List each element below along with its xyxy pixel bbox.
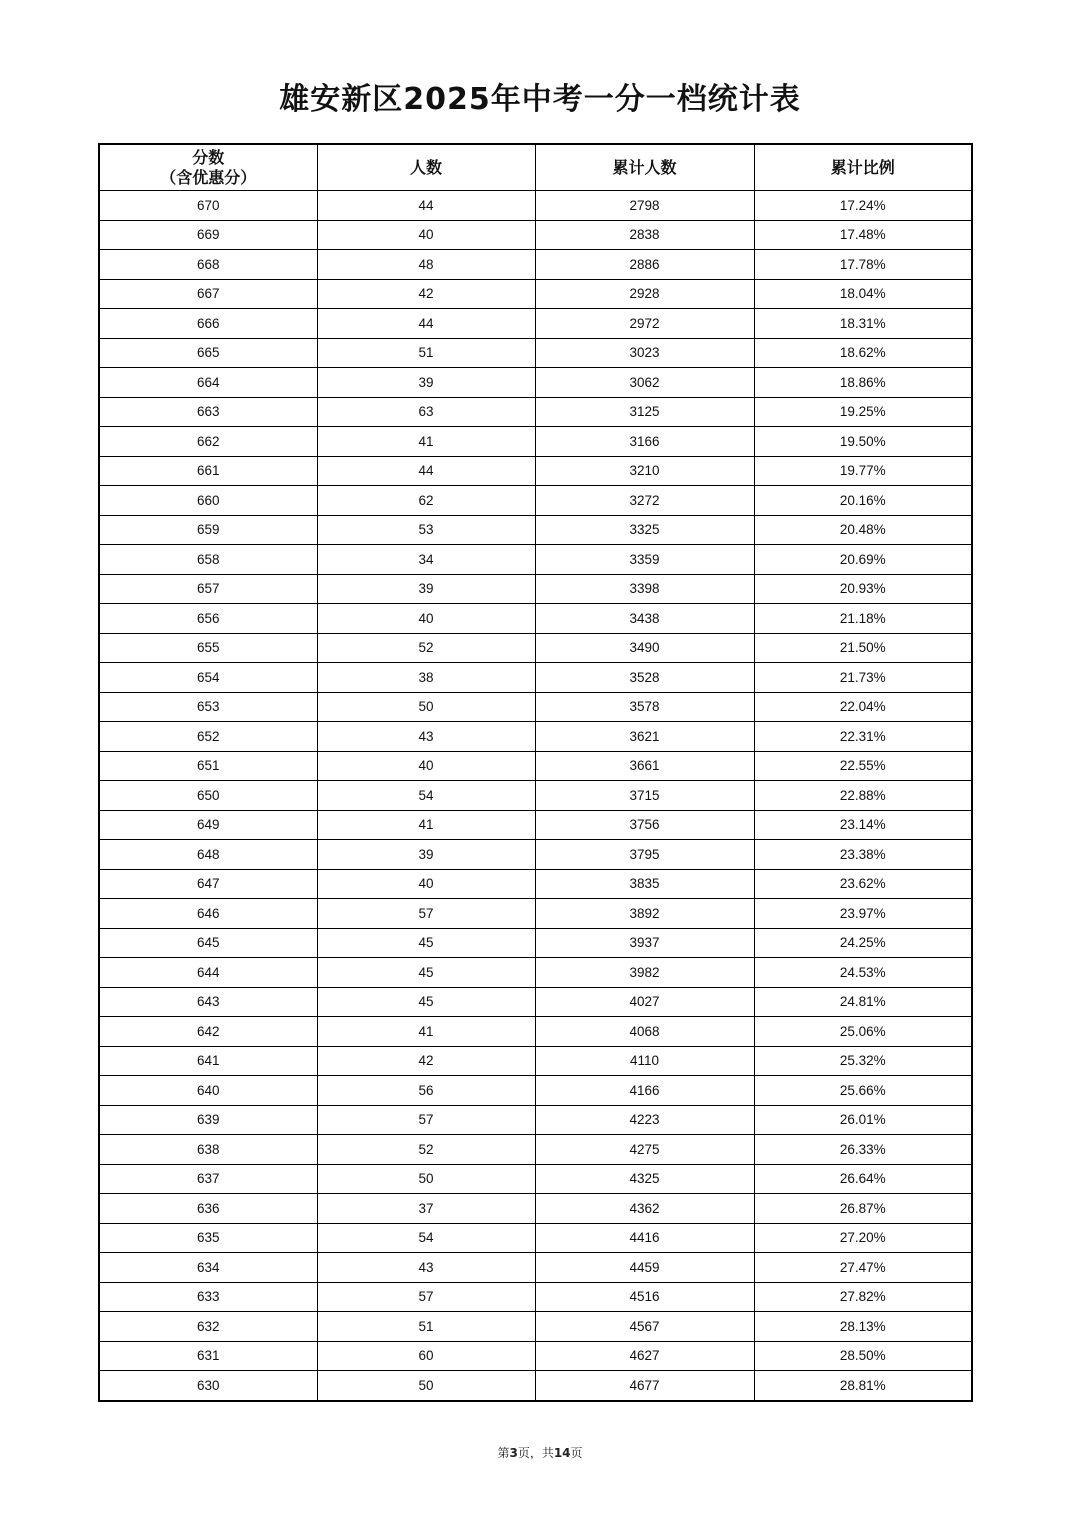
cell-score: 633 <box>99 1282 317 1312</box>
cell-count: 40 <box>317 869 535 899</box>
cell-count: 48 <box>317 250 535 280</box>
footer-page-number: 3 <box>509 1446 518 1460</box>
cell-cumulative-count: 3756 <box>535 810 754 840</box>
footer-middle: 页，共 <box>517 1446 554 1460</box>
cell-cumulative-ratio: 18.62% <box>754 338 972 368</box>
table-row <box>99 692 972 722</box>
table-body <box>99 191 972 1401</box>
cell-cumulative-count: 3578 <box>535 692 754 722</box>
cell-cumulative-count: 3937 <box>535 928 754 958</box>
table-row <box>99 781 972 811</box>
cell-cumulative-count: 3438 <box>535 604 754 634</box>
cell-count: 38 <box>317 663 535 693</box>
cell-count: 39 <box>317 840 535 870</box>
cell-count: 51 <box>317 1312 535 1342</box>
cell-count: 42 <box>317 1046 535 1076</box>
cell-count: 39 <box>317 574 535 604</box>
cell-score: 631 <box>99 1341 317 1371</box>
cell-score: 650 <box>99 781 317 811</box>
cell-cumulative-count: 4068 <box>535 1017 754 1047</box>
cell-count: 60 <box>317 1341 535 1371</box>
cell-cumulative-count: 4110 <box>535 1046 754 1076</box>
cell-cumulative-ratio: 25.66% <box>754 1076 972 1106</box>
cell-score: 655 <box>99 633 317 663</box>
cell-score: 639 <box>99 1105 317 1135</box>
score-distribution-table <box>98 143 973 1402</box>
cell-cumulative-ratio: 17.48% <box>754 220 972 250</box>
cell-score: 649 <box>99 810 317 840</box>
cell-score: 638 <box>99 1135 317 1165</box>
cell-count: 41 <box>317 1017 535 1047</box>
table-row <box>99 633 972 663</box>
table-row <box>99 928 972 958</box>
table-row <box>99 427 972 457</box>
cell-cumulative-ratio: 21.50% <box>754 633 972 663</box>
table-row <box>99 722 972 752</box>
header-score <box>99 144 317 191</box>
table-row <box>99 1312 972 1342</box>
cell-score: 646 <box>99 899 317 929</box>
cell-cumulative-count: 4362 <box>535 1194 754 1224</box>
cell-cumulative-ratio: 24.53% <box>754 958 972 988</box>
cell-cumulative-ratio: 26.01% <box>754 1105 972 1135</box>
cell-score: 640 <box>99 1076 317 1106</box>
cell-cumulative-ratio: 21.18% <box>754 604 972 634</box>
page-footer <box>0 1444 1080 1461</box>
table-row <box>99 574 972 604</box>
table-row <box>99 1017 972 1047</box>
cell-score: 637 <box>99 1164 317 1194</box>
cell-score: 670 <box>99 191 317 221</box>
table-row <box>99 751 972 781</box>
footer-suffix: 页 <box>570 1446 583 1460</box>
cell-count: 52 <box>317 633 535 663</box>
cell-score: 635 <box>99 1223 317 1253</box>
cell-cumulative-ratio: 27.20% <box>754 1223 972 1253</box>
header-score-note: （含优惠分） <box>160 167 257 187</box>
cell-count: 41 <box>317 427 535 457</box>
cell-count: 45 <box>317 928 535 958</box>
cell-cumulative-count: 3398 <box>535 574 754 604</box>
table-row <box>99 869 972 899</box>
cell-cumulative-count: 3621 <box>535 722 754 752</box>
table-row <box>99 1046 972 1076</box>
table-row <box>99 338 972 368</box>
cell-count: 54 <box>317 781 535 811</box>
table-row <box>99 486 972 516</box>
cell-cumulative-count: 3795 <box>535 840 754 870</box>
cell-score: 644 <box>99 958 317 988</box>
cell-cumulative-count: 2838 <box>535 220 754 250</box>
cell-score: 656 <box>99 604 317 634</box>
cell-cumulative-ratio: 19.25% <box>754 397 972 427</box>
cell-count: 43 <box>317 1253 535 1283</box>
cell-cumulative-ratio: 23.38% <box>754 840 972 870</box>
cell-cumulative-count: 4325 <box>535 1164 754 1194</box>
cell-cumulative-ratio: 19.77% <box>754 456 972 486</box>
cell-cumulative-count: 3982 <box>535 958 754 988</box>
cell-count: 40 <box>317 751 535 781</box>
table-row <box>99 987 972 1017</box>
cell-cumulative-count: 2928 <box>535 279 754 309</box>
cell-cumulative-count: 3715 <box>535 781 754 811</box>
cell-count: 41 <box>317 810 535 840</box>
cell-cumulative-count: 3835 <box>535 869 754 899</box>
page-title: 雄安新区2025年中考一分一档统计表 <box>279 82 801 117</box>
cell-cumulative-count: 3490 <box>535 633 754 663</box>
cell-cumulative-ratio: 28.50% <box>754 1341 972 1371</box>
cell-count: 40 <box>317 220 535 250</box>
cell-score: 657 <box>99 574 317 604</box>
cell-cumulative-ratio: 24.25% <box>754 928 972 958</box>
table-row <box>99 515 972 545</box>
cell-score: 648 <box>99 840 317 870</box>
cell-cumulative-count: 4567 <box>535 1312 754 1342</box>
cell-cumulative-ratio: 22.88% <box>754 781 972 811</box>
cell-score: 632 <box>99 1312 317 1342</box>
cell-count: 44 <box>317 456 535 486</box>
table-row <box>99 220 972 250</box>
table-row <box>99 456 972 486</box>
cell-cumulative-count: 4275 <box>535 1135 754 1165</box>
cell-score: 643 <box>99 987 317 1017</box>
cell-count: 45 <box>317 987 535 1017</box>
table-row <box>99 1253 972 1283</box>
cell-score: 652 <box>99 722 317 752</box>
cell-cumulative-count: 3166 <box>535 427 754 457</box>
cell-cumulative-ratio: 18.04% <box>754 279 972 309</box>
cell-cumulative-count: 4027 <box>535 987 754 1017</box>
table-row <box>99 1223 972 1253</box>
cell-score: 634 <box>99 1253 317 1283</box>
cell-score: 668 <box>99 250 317 280</box>
cell-cumulative-ratio: 19.50% <box>754 427 972 457</box>
cell-count: 63 <box>317 397 535 427</box>
cell-score: 661 <box>99 456 317 486</box>
cell-cumulative-ratio: 27.82% <box>754 1282 972 1312</box>
cell-count: 43 <box>317 722 535 752</box>
cell-cumulative-ratio: 22.31% <box>754 722 972 752</box>
table-row <box>99 840 972 870</box>
cell-score: 651 <box>99 751 317 781</box>
cell-count: 50 <box>317 1371 535 1401</box>
header-cumulative-ratio: 累计比例 <box>754 144 972 191</box>
table-row <box>99 663 972 693</box>
cell-cumulative-count: 4677 <box>535 1371 754 1401</box>
table-row <box>99 604 972 634</box>
cell-score: 658 <box>99 545 317 575</box>
cell-score: 630 <box>99 1371 317 1401</box>
cell-count: 52 <box>317 1135 535 1165</box>
cell-cumulative-ratio: 22.55% <box>754 751 972 781</box>
cell-cumulative-ratio: 17.24% <box>754 191 972 221</box>
table-row <box>99 545 972 575</box>
cell-cumulative-count: 3359 <box>535 545 754 575</box>
table-row <box>99 250 972 280</box>
cell-count: 40 <box>317 604 535 634</box>
cell-score: 665 <box>99 338 317 368</box>
cell-count: 57 <box>317 899 535 929</box>
cell-cumulative-count: 3528 <box>535 663 754 693</box>
table-row <box>99 958 972 988</box>
cell-count: 62 <box>317 486 535 516</box>
cell-cumulative-ratio: 18.31% <box>754 309 972 339</box>
cell-cumulative-count: 3023 <box>535 338 754 368</box>
cell-count: 42 <box>317 279 535 309</box>
cell-count: 54 <box>317 1223 535 1253</box>
table-row <box>99 397 972 427</box>
cell-cumulative-ratio: 23.97% <box>754 899 972 929</box>
cell-count: 53 <box>317 515 535 545</box>
cell-score: 641 <box>99 1046 317 1076</box>
cell-cumulative-ratio: 18.86% <box>754 368 972 398</box>
cell-cumulative-count: 4459 <box>535 1253 754 1283</box>
cell-cumulative-ratio: 21.73% <box>754 663 972 693</box>
table-row <box>99 899 972 929</box>
cell-count: 44 <box>317 191 535 221</box>
cell-score: 636 <box>99 1194 317 1224</box>
cell-cumulative-count: 3661 <box>535 751 754 781</box>
cell-count: 57 <box>317 1282 535 1312</box>
cell-count: 57 <box>317 1105 535 1135</box>
cell-cumulative-ratio: 20.48% <box>754 515 972 545</box>
cell-score: 663 <box>99 397 317 427</box>
cell-cumulative-ratio: 22.04% <box>754 692 972 722</box>
cell-cumulative-ratio: 26.87% <box>754 1194 972 1224</box>
cell-cumulative-count: 3210 <box>535 456 754 486</box>
cell-cumulative-count: 4223 <box>535 1105 754 1135</box>
cell-count: 51 <box>317 338 535 368</box>
table-row <box>99 810 972 840</box>
cell-cumulative-ratio: 26.33% <box>754 1135 972 1165</box>
table-row <box>99 1164 972 1194</box>
cell-cumulative-count: 4416 <box>535 1223 754 1253</box>
cell-score: 667 <box>99 279 317 309</box>
table-row <box>99 309 972 339</box>
cell-cumulative-count: 2886 <box>535 250 754 280</box>
cell-cumulative-count: 3062 <box>535 368 754 398</box>
cell-cumulative-ratio: 28.81% <box>754 1371 972 1401</box>
cell-cumulative-ratio: 25.32% <box>754 1046 972 1076</box>
cell-score: 654 <box>99 663 317 693</box>
cell-cumulative-ratio: 23.14% <box>754 810 972 840</box>
cell-cumulative-count: 4166 <box>535 1076 754 1106</box>
cell-cumulative-ratio: 23.62% <box>754 869 972 899</box>
footer-prefix: 第 <box>497 1446 510 1460</box>
cell-score: 653 <box>99 692 317 722</box>
table-row <box>99 1194 972 1224</box>
cell-count: 34 <box>317 545 535 575</box>
cell-cumulative-count: 3892 <box>535 899 754 929</box>
cell-cumulative-ratio: 20.16% <box>754 486 972 516</box>
cell-cumulative-ratio: 20.69% <box>754 545 972 575</box>
table-row <box>99 368 972 398</box>
cell-score: 669 <box>99 220 317 250</box>
cell-cumulative-ratio: 24.81% <box>754 987 972 1017</box>
table-row <box>99 279 972 309</box>
cell-count: 37 <box>317 1194 535 1224</box>
cell-score: 664 <box>99 368 317 398</box>
table-row <box>99 1105 972 1135</box>
footer-total-pages: 14 <box>553 1446 571 1460</box>
table-row <box>99 1135 972 1165</box>
header-cumulative-count: 累计人数 <box>535 144 754 191</box>
cell-count: 50 <box>317 1164 535 1194</box>
cell-score: 660 <box>99 486 317 516</box>
table-row <box>99 1076 972 1106</box>
cell-count: 39 <box>317 368 535 398</box>
cell-cumulative-count: 2972 <box>535 309 754 339</box>
table-row <box>99 191 972 221</box>
cell-count: 56 <box>317 1076 535 1106</box>
cell-score: 662 <box>99 427 317 457</box>
cell-cumulative-ratio: 20.93% <box>754 574 972 604</box>
cell-cumulative-count: 3125 <box>535 397 754 427</box>
cell-cumulative-ratio: 17.78% <box>754 250 972 280</box>
cell-cumulative-count: 4516 <box>535 1282 754 1312</box>
cell-cumulative-count: 2798 <box>535 191 754 221</box>
cell-cumulative-count: 3272 <box>535 486 754 516</box>
cell-score: 642 <box>99 1017 317 1047</box>
table-row <box>99 1371 972 1401</box>
table-row <box>99 1282 972 1312</box>
cell-score: 666 <box>99 309 317 339</box>
cell-score: 647 <box>99 869 317 899</box>
cell-cumulative-ratio: 27.47% <box>754 1253 972 1283</box>
cell-cumulative-ratio: 25.06% <box>754 1017 972 1047</box>
table-header-row <box>99 144 972 191</box>
cell-count: 50 <box>317 692 535 722</box>
header-score-label: 分数 <box>192 147 225 167</box>
table-row <box>99 1341 972 1371</box>
cell-score: 645 <box>99 928 317 958</box>
header-count: 人数 <box>317 144 535 191</box>
cell-cumulative-count: 4627 <box>535 1341 754 1371</box>
cell-score: 659 <box>99 515 317 545</box>
cell-cumulative-count: 3325 <box>535 515 754 545</box>
cell-count: 45 <box>317 958 535 988</box>
cell-count: 44 <box>317 309 535 339</box>
cell-cumulative-ratio: 26.64% <box>754 1164 972 1194</box>
cell-cumulative-ratio: 28.13% <box>754 1312 972 1342</box>
